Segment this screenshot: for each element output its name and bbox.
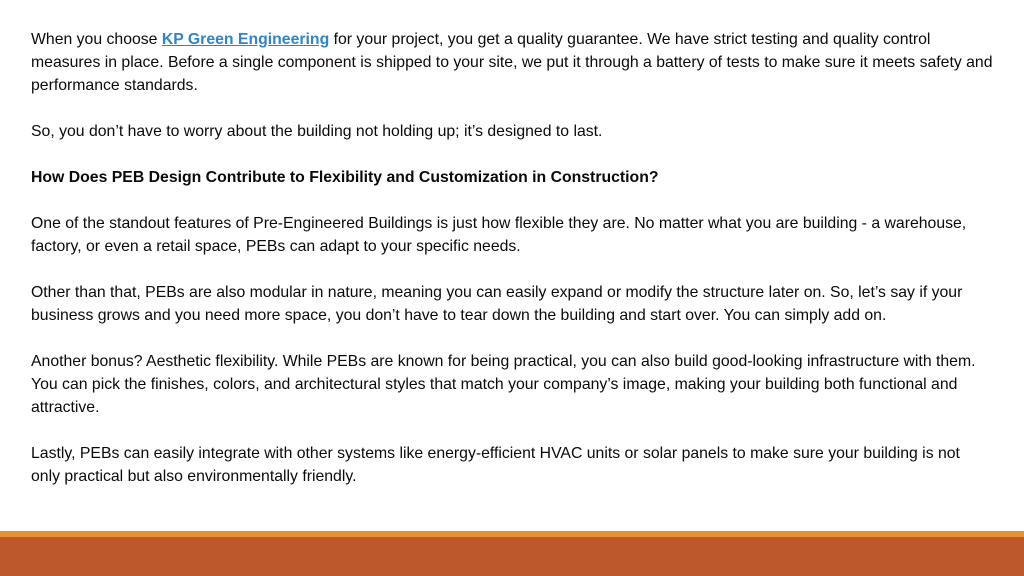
paragraph-quality-guarantee-lead: When you choose — [31, 31, 162, 48]
kp-green-engineering-link[interactable]: KP Green Engineering — [161, 31, 330, 48]
paragraph-designed-to-last: So, you don’t have to worry about the building not holding up; it’s designed to last. — [31, 123, 603, 140]
paragraph-quality-guarantee — [31, 28, 993, 97]
paragraph-integration: Lastly, PEBs can easily integrate with other systems like energy-efficient HVAC units or solar panels to make sure your building is not only practical but also environmentally friendly. — [31, 445, 960, 485]
footer-bar — [0, 537, 1024, 576]
paragraph-modular: Other than that, PEBs are also modular in nature, meaning you can easily expand or modify the structure later on. So, let’s say if your business grows and you need more space, you don’t have to tear down the building and start over. You can simply add on. — [31, 284, 963, 324]
paragraph-flexibility: One of the standout features of Pre-Engineered Buildings is just how flexible they are. No matter what you are building - a warehouse, factory, or even a retail space, PEBs can adapt to your specific needs. — [31, 215, 967, 255]
section-heading: How Does PEB Design Contribute to Flexibility and Customization in Construction? — [31, 169, 659, 186]
paragraph-quality-guarantee-rest: for your project, you get a quality guarantee. We have strict testing and quality control measures in place. Before a single component is shipped to your site, we put it through a battery of tests to make sure it meets safety and performance standards. — [31, 31, 993, 94]
paragraph-aesthetic: Another bonus? Aesthetic flexibility. While PEBs are known for being practical, you can also build good-looking infrastructure with them. You can pick the finishes, colors, and architectural styles that match your company’s image, making your building both functional and attractive. — [31, 353, 976, 416]
slide-body — [31, 28, 993, 488]
